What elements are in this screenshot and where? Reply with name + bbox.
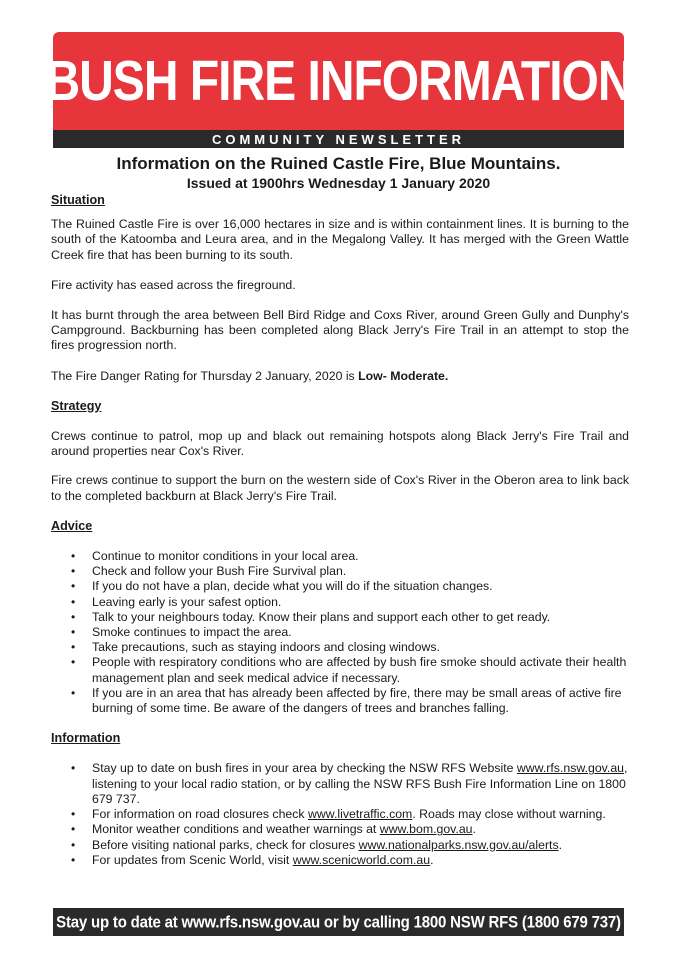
rfs-website-link[interactable]: www.rfs.nsw.gov.au	[516, 761, 624, 776]
issued-time: Issued at 1900hrs Wednesday 1 January 2020	[186, 175, 491, 191]
section-heading-advice: Advice	[51, 518, 93, 533]
list-item	[51, 853, 629, 868]
list-item	[51, 761, 629, 807]
list-item: • If you do not have a plan, decide what you will do if the situation changes.	[51, 579, 629, 594]
document-title: Information on the Ruined Castle Fire, Blue Mountains.	[116, 154, 561, 173]
footer-banner	[53, 908, 624, 936]
situation-paragraph: The Ruined Castle Fire is over 16,000 hectares in size and is within containment lines. It is burning to the south of the Katoomba and Leura area, and in the Megalong Valley. It has merged with the Green Wattle Creek fire that has been burning to its south.	[51, 217, 629, 262]
info-text: .	[472, 822, 476, 837]
fire-danger-text: The Fire Danger Rating for Thursday 2 January, 2020 is	[51, 368, 359, 383]
info-text: .	[430, 852, 434, 867]
list-item: • Smoke continues to impact the area.	[51, 625, 629, 640]
information-list	[51, 761, 629, 867]
strategy-paragraph: Crews continue to patrol, mop up and black out remaining hotspots along Black Jerry's Fire Trail and around properties near Cox's River.	[51, 429, 629, 459]
list-item	[51, 838, 629, 853]
list-item: • Leaving early is your safest option.	[51, 595, 629, 610]
info-text: For information on road closures check	[92, 807, 308, 822]
list-item: • Talk to your neighbours today. Know their plans and support each other to get ready.	[51, 610, 629, 625]
footer-text: Stay up to date at www.rfs.nsw.gov.au or by calling 1800 NSW RFS (1800 679 737)	[56, 912, 621, 932]
section-heading-situation: Situation	[51, 193, 105, 207]
list-item: • Take precautions, such as staying indoors and closing windows.	[51, 640, 629, 655]
info-text: Stay up to date on bush fires in your area by checking the NSW RFS Website	[92, 761, 517, 776]
list-item	[51, 807, 629, 822]
bom-link[interactable]: www.bom.gov.au	[379, 822, 473, 837]
info-text: Before visiting national parks, check for closures	[92, 837, 359, 852]
fire-danger-value: Low- Moderate.	[358, 368, 449, 383]
info-text: . Roads may close without warning.	[412, 807, 606, 822]
nationalparks-alerts-link[interactable]: www.nationalparks.nsw.gov.au/alerts	[358, 837, 559, 852]
fire-danger-rating	[51, 369, 629, 384]
list-item	[51, 822, 629, 837]
info-text: Monitor weather conditions and weather warnings at	[92, 822, 380, 837]
situation-paragraph: It has burnt through the area between Bell Bird Ridge and Coxs River, around Green Gully and Dunphy's Campground. Backburning has been completed along Black Jerry's Fire Trail in an attempt to stop the fires progression north.	[51, 308, 629, 353]
newsletter-subtitle: COMMUNITY NEWSLETTER	[53, 130, 624, 148]
scenicworld-link[interactable]: www.scenicworld.com.au	[292, 852, 431, 867]
section-heading-strategy: Strategy	[51, 398, 102, 413]
header-banner	[45, 32, 632, 130]
list-item: • People with respiratory conditions who are affected by bush fire smoke should activate their health management plan and seek medical advice if necessary.	[51, 655, 629, 685]
info-text: , listening to your local radio station, or by calling the NSW RFS Bush Fire Information Line on 1800 679 737.	[92, 761, 628, 806]
document-body	[51, 193, 629, 868]
strategy-paragraph: Fire crews continue to support the burn on the western side of Cox's River in the Oberon area to link back to the completed backburn at Black Jerry's Fire Trail.	[51, 473, 629, 503]
section-heading-information: Information	[51, 731, 121, 746]
list-item: • Continue to monitor conditions in your local area.	[51, 549, 629, 564]
info-text: .	[558, 837, 563, 852]
list-item: • Check and follow your Bush Fire Survival plan.	[51, 564, 629, 579]
situation-paragraph: Fire activity has eased across the fireground.	[51, 277, 296, 292]
info-text: For updates from Scenic World, visit	[92, 852, 293, 867]
livetraffic-link[interactable]: www.livetraffic.com	[307, 807, 413, 822]
list-item: • If you are in an area that has already been affected by fire, there may be small areas of active fire burning of some time. Be aware of the dangers of trees and branches falling.	[51, 686, 629, 716]
advice-list	[51, 549, 629, 716]
banner-title: BUSH FIRE INFORMATION	[45, 49, 632, 113]
